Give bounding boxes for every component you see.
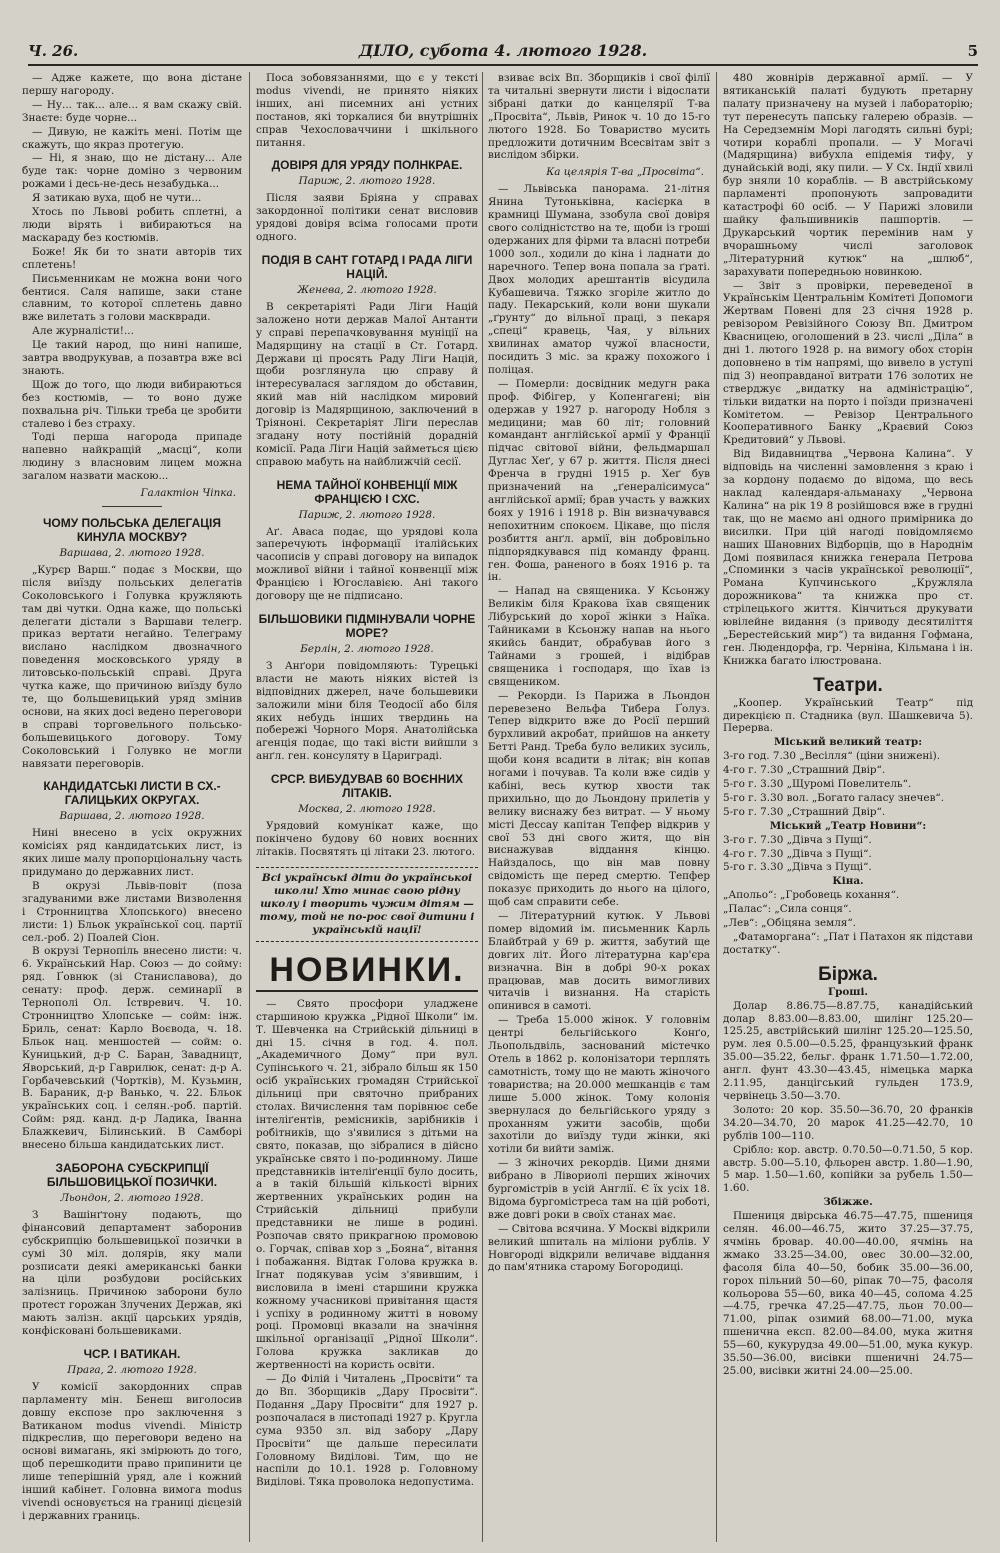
article-body: З Анґори повідомляють: Турецькі власти не мають ніяких вістей із відповідних джерел, наче большевики заложили міни біля Теодосії або біля яких небудь інших твердинь на побережі Чорного Моря. Анатолійська агенція подає, що такі вісти вийшли з анґл. ген. консуляту в Цариграді.: [256, 659, 478, 763]
dateline: Варшава, 2. лютого 1928.: [59, 810, 205, 823]
paragraph: Письменникам не можна вони чого бентися. Саля напише, заки стане славним, то которої сплетень давно вже вилетать з голови масквради.: [22, 272, 242, 324]
article-body: „Курєр Варш.“ подає з Москви, що після виїзду польських делегатів Соколовського і Голувка кружляють там дві чутки. Одна каже, що польські делегати дістали з Варшави телегр. приказ вертати негайно. Телеграму вислано наслідком двозначного поведення московського уряду в литовсько-польській справі. Друга чутка каже, що причиною виїзду було те, що большевицький уряд змінив основи, на яких досі ведено переговори в справі торговельного польсько-большевицького договору. Тому Соколовський і Голувко не могли навязати переговорів.: [22, 563, 242, 770]
paragraph: — Дивую, не кажіть мені. Потім ще скажуть, що якраз протегую.: [22, 125, 242, 151]
column-3: [488, 72, 710, 1542]
article-body: Аґ. Аваса подає, що урядові кола заперечують інформації італійських часописів у справі договору на випадок можливої війни і тайної конвенції між Францією і Югославією. Ані такого договору ще не підписано.: [256, 525, 478, 603]
page-header: [28, 38, 978, 66]
dateline: Льондон, 2. лютого 1928.: [60, 1191, 204, 1204]
cinema-line: „Лев“: „Обіцяна земля“.: [723, 917, 856, 930]
article-body: Нині внесено в усіх окружних комісіях ряд кандидатських лист, із яких лише малу пропорціональну часть придумано до державних лист.: [22, 827, 242, 879]
column-1: [22, 72, 242, 1542]
cinema-line: „Палас“: „Сила сонця“.: [723, 903, 852, 916]
column-4: [723, 72, 973, 1542]
news-item: — Рекорди. Із Парижа в Льондон перевезено Вельфа Тибера Ґолуз. Тепер відкрито вже до Росії перший бурхливий акробат, прийшов на анкету Бетті Ранд. Треба було великих зусиль, щоби коня всадити в літак; він копав ногами і почував. Та коли вже сидів у кабіні, весь кутюр хвости так прихильно, що до Льондону прилетів у велику виснажу без витрат. — У ньому місті Дессау капітан Тепфер відкрив у свої 53 дні свого житя, що він виснажував віддання кінцю. Найздалось, що він мав повну свідомість ще перед смертю. Тепфер показує приходить до нього на цілого, щоб сам справити себе.: [488, 689, 710, 909]
column-rule: [716, 72, 717, 1542]
schedule-line: 4-го г. 7.30 „Дівча з Пущі“.: [723, 847, 872, 860]
section-title-teatry: Театри.: [813, 674, 883, 696]
news-item: — Свято просфори уладжене старшиною кружка „Рідної Школи“ ім. Т. Шевченка на Стрийській дільниці в дні 15. січня в год. 4. пол. „Академичного Дому“ при вул. Супінського ч. 21, зібрало більш як 150 осіб українських громадян Стрийської дільниці при святочно прибраних столах. Вичислення там порівнює себе інтеліґентів, ремісників, зарібників і робітників, що з'явилися з дітьми на свято, показав, що зібралися в дійсно українське свято і по-родинному. Лише представників інтеліґенції було досить, а в такій більшій кількості вірних жертвенних українських родин на Стрийській дільниці прибули представники не лише в родині. Розпочав свято прикрагною промовою о. Горчак, співав хор з „Бояна“, вітання і побажання. Відтак Голова кружка в. Ігнат подякував усім з'явившим, і висловила в імені старшини кружка кожному учасникові привітання щастя і успіху в родинному житті в новому році. Промовці вказали на значіння шкільної організації „Рідної Школи“. Голова кружка закликав до жертвенності на користь освіти.: [256, 997, 478, 1372]
paragraph: Я затикаю вуха, щоб не чути...: [32, 192, 202, 205]
dateline: Париж, 2. лютого 1928.: [298, 175, 436, 188]
headline: ДОВІРЯ ДЛЯ УРЯДУ ПОЛНКРАЕ.: [271, 158, 463, 173]
section-title-novynky: НОВИНКИ.: [256, 950, 478, 992]
feuilleton-dialog: [22, 72, 242, 500]
news-item: — Львівська панорама. 21-літня Янина Тутоньківна, касієрка в крамниці Шумана, ззобула свої довіря свого солідністство на те, щоби із гроші одержаних для фірми та власні потреби 1000 зол., ходили до кіна і ладнати до наречного. Тепер вона попала за ґраті. Двох молодих арештантів вісудила Кубашевича. Тяжко згоріле житло до паду. Пекарський, коли вони шукали „ґрунту“ до вільної праці, з пекаря „спеці“ кравець, Чая, у вільних хвилинах аматор чужої власности, посидить 3 міс. за кражу похожого і поліцая.: [488, 183, 710, 376]
schedule-line: 4-го г. 7.30 „Страшний Двір“.: [723, 764, 886, 777]
dateline: Берлін, 2. лютого 1928.: [300, 643, 434, 655]
article-body: В окрузі Тернопіль внесено листи: ч. 6. Український Нар. Союз — до сойму: ряд. Ґовнюк (зі Станиславова), до сенату: проф. держ. семинарії в Тернополі Ол. Іствревич. Ч. 10. Стронництво Хлопське — сойм: інж. Бриль, сенат: Карло Воєвода, ч. 18. Бльок нац. меншостей — сойм: о. Куницький, д-р С. Баран, Завадницт, Яворський, д-р Гаврилюк, сенат: д-р А. Горбачевський (Чортків), М. Кузьмин, В. Бараник, д-р Ванько, ч. 22. Бльок українських соц. і селян.-роб. партій. Сойм: ряд. канд. д-р Ладика, Іванна Блажкевич, Білинський. В Самборі внесено більша кандидатських лист.: [22, 945, 242, 1152]
dateline: Женева, 2. лютого 1928.: [297, 283, 437, 296]
headline: ЧОМУ ПОЛЬСЬКА ДЕЛЕГАЦІЯ КИНУЛА МОСКВУ?: [43, 516, 221, 544]
dateline: Прага, 2. лютого 1928.: [67, 1363, 197, 1376]
article-body: В секретаріяті Ради Ліги Націй заложено ноти держав Малої Антанти у справі перепачковування муніції на Мадярщину на стації в Ст. Готард. Держави ці просять Раду Ліги Націй, щоби розглянула цю справу й інтересувалася заглядом до обставин, який мав ній наслідком мировий договір із Мадярщиною, заключений в Тріяноні. Секретаріят Ліги переслав згадану ноту постійній дорадній комісії. Рада Ліги Націй займеться цією справою мабуть на найближчій сесії.: [256, 300, 478, 468]
schedule-line: 3-го г. 7.30 „Дівча з Пущі“.: [723, 833, 872, 846]
schedule-line: 5-го г. 3.30 „Щуромі Повелитель“.: [723, 778, 912, 791]
headline: СРСР. ВИБУДУВАВ 60 ВОЄННИХ ЛІТАКІВ.: [270, 772, 464, 801]
paragraph: Хтось по Львові робить сплетні, а люди вірять і вибираються на маскараду без костюмів.: [22, 206, 242, 244]
news-item: — Треба 15.000 жінок. У головнім центрі бельгійського Конґо, Льопольдвіль, заснований містечко Отель в 1862 р. колонізатори терплять самотність, тому що не мають жіночого товариства; на 20.000 мешканців є там лише 5.000 жінок. Тому колонія звернулася до бельгійського уряду з проханням ужити засобів, щоби захотіли до виїзду туди жінки, які хотіли би вийти заміж.: [488, 1014, 710, 1156]
news-item: — Світова всячина. У Москві відкрили великий шпиталь на міліони рублів. У Новгороді відкрили величаве віддання до пам'ятника старому Богородиці.: [488, 1222, 710, 1274]
article-body: У комісії закордонних справ парламенту мін. Бенеш виголосив довшу експозе про заключення з Ватиканом modus vivendi. Міністр підкреслив, що переговори ведено на основі вимагань, які змірюють до того, щоб перешкодити право припинити це лише теперішній уряд, але і кожний інший кабінет. Головна вимога modus vivendi основується на границі дієцезій і державних границь.: [22, 1380, 242, 1522]
headline: НЕМА ТАЙНОЇ КОНВЕНЦІЇ МІЖ ФРАНЦІЄЮ І СХС.: [276, 477, 458, 506]
news-item: — Померли: досвідник медугн рака проф. Фібігер, у Копенгагені; він одержав у 1927 р. нагороду Нобля з медицини; мав 60 літ; головний командант англійської армії у Франції підчас світової війни, фельдмаршал Дуглас Хеґ, у 67 р. життя. Після днесі Френча в грудні 1915 р. Хеґ був призначений на „ґенералісимуса“ англійської армії; брав участь у важких боях у 1916 і 1918 р. Він визначувався непохитним спокоєм. Цікаве, що після розбиття анґл. армії, він добровільно підпорядкувався під команду франц. ген. Фоша, раненого в боях 1916 р. та ін.: [488, 377, 710, 584]
venue-heading: Міський „Театр Новини“:: [769, 819, 927, 832]
news-item: — До Філій і Читалень „Просвіти“ та до Вп. Зборщиків „Дару Просвіти“. Подання „Дару Просвіти“ для 1927 р. розпочалася в листопаді 1927 р. Кругла сума 9350 зл. від забору „Дару Просвіти“ ще дальше пересилати Головному Виділові. Тим, що не наспіли до 10.1. 1928 р. Головному Виділові. Тяка проволока недопустима.: [256, 1373, 478, 1489]
paragraph: Тоді перша нагорода припаде напевно найкращій „масці“, коли людину з власновим лицем можна загалом назвати маскою...: [22, 431, 242, 483]
news-item: — Звіт з провірки, переведеної в Українськім Центральнім Комітеті Допомоги Жертвам Повені для 23 січня 1928 р. ревізором Ревізійного Союзу Вп. Дмитром Квасницею, оголошений в 23. числі „Діла“ в дні 1. лютого 1928 р. на вимогу обох сторін доповнено в тім напрямі, що вивело в уступі під 3) неоправданої витрати 176 золотих не стверджує „видатку на адміністрацію“, тільки видатки на порто і поїзди призначені Комітетом. — Ревізор Центрального Кооперативного Банку „Краєвий Союз Кредитовий“ у Львові.: [723, 279, 973, 447]
schedule-line: 5-го г. 3.30 вол. „Богато галасу знечев“.: [723, 791, 945, 804]
headline: ПОДІЯ В САНТ ГОТАРД І РАДА ЛІГИ НАЦІЙ.: [261, 252, 473, 281]
column-2: [256, 72, 478, 1542]
schedule-line: 5-го г. 7.30 „Страшний Двір“.: [723, 805, 886, 818]
subsection-heading: Гроші.: [827, 985, 869, 998]
news-item: 480 жовнірів державної армії. — У вятиканській палаті будують претарну палату призначену на музей і лабораторію; тут перенесуть папську галерею образів. — На Середземнім Морі лагодять сильні бурі; чотири кораблі пропали. — У Могачі (Мадярщина) вибухла епідемія тифу, у дунайській воді, яку пили. — У Сх. Індії хвилі бур зняли 10 кораблів. — В австрійському парламенті пропонують запровадити катастрофі 60 осіб. — У Парижі зловили шайку фальшивників пашпортів. — Друкарський чортик перемінив нам у вчорашньому числі заголовок „Літературний кутюк“ на „шлюб“, зарахувати попередньою новинкою.: [723, 72, 973, 278]
article-body: В окрузі Львів-повіт (поза згадуваними вже листами Визволення і Стронництва Хлопського) внесено листи: 1) Бльок української соц. партії сел.-роб. 2) Поалей Сіон.: [22, 879, 242, 944]
paragraph: Щож до того, що люди вибираються без костюмів, — то воно дуже похвальна річ. Тільки треба це зробити сталево і без страху.: [22, 378, 242, 430]
paragraph: — Ні, я знаю, що не дістану... Але буде так: чорне доміно з червоним рожами і десь-не-десь незабудька...: [22, 152, 242, 191]
separator: [102, 506, 162, 507]
news-item: взиває всіх Вп. Зборщиків і свої філії та читальні звернути листи і відослати зібрані датки до канцелярії Т-ва „Просвіта“, Львів, Ринок ч. 10 до 15-го лютого 1928. Бо Товариство мусить предложити дотичним Всесвітам звіт з вислідом збірки.: [488, 72, 710, 162]
headline: БІЛЬШОВИКИ ПІДМІНУВАЛИ ЧОРНЕ МОРЕ?: [258, 612, 476, 640]
appeal-box: Всі українські діти до українськоі школи! Хто минає свою рідну школу і творить чужим дітям — тому, той не по-рос свої дитини і українській нації!: [256, 867, 478, 942]
news-item: — Літературний кутюк. У Львові помер відомий ім. письменник Карль Блайбтрай у 69 р. життя, забутий ще довгих літ. Його літературна кар'єра визначна. Він в добрі 90-х роках працював, мав досить вимогливих читачів і визнання. На старість опинився в самоті.: [488, 910, 710, 1013]
column-rule: [482, 72, 483, 1542]
masthead-date: ДІЛО, субота 4. лютого 1928.: [358, 41, 648, 60]
column-rule: [249, 72, 250, 1542]
dateline: Париж, 2. лютого 1928.: [298, 508, 436, 521]
subsection-heading: Збіжже.: [823, 1196, 873, 1209]
grain-prices: Пшениця двірська 46.75—47.75, пшениця селян. 46.00—46.75, жито 37.25—37.75, ячмінь бровар. 40.00—40.00, ячмінь на жмако 33.25—34.00, овес 30.00—32.00, фасоля біла 40—50, бобик 35.00—36.00, горох пільний 50—60, ріпак 70—75, фасоля кольорова 55—60, вика 40—45, солома 4.25—4.75, гречка 47.25—47.75, льон 70.00—71.00, ріпак озимий 68.00—71.00, мука пшенична експ. 82.00—84.00, мука житня 55—60, кукурудза 49.00—51.00, мука кукур. 35.50—36.00, висівки пшеничні 24.75—25.00, висівки житні 24.00—25.00.: [723, 1210, 973, 1377]
article-body: Поса зобовязаннями, що є у тексті modus vivendi, не принято ніяких інших, ані писемних ані устних постанов, які торкалися би внутрішніх справ Чехословаччини і шкільного питання.: [256, 72, 478, 149]
news-item: — Напад на священика. У Ксьонжу Великім біля Кракова їхав священик Лібурський до хорої жінки з Наїка. Тайниками в Ксьонжу напав на нього якийсь бандит, обрабував його з Тайнами з грошей, і відібрав священика і господаря, що їхав із священиком.: [488, 585, 710, 688]
news-item: Від Видавництва „Червона Калина“. У відповідь на численні замовлення з краю і за кордону подаємо до відома, що весь наклад календаря-альманаху „Червона Калина“ на рік 19 8 розійшовся вже в грудні так, що не маємо ані одного примірника до висилки. При цій нагоді повідомляємо наших Шановних Відборців, що в Народнім Домі появилася книжка генерала Петрова „Споминки з часів української революції“, Романа Купчинського „Кружляла дорожникова“ та книжка про ст. стрілецького життя. Кінчиться друкувати ювілейне видання (з приводу десятиліття „Берестейський мир“) та видання Гофмана, ген. Людендорфа, гр. Черніна, Кільмана і ін. Книжка багато ілюстрована.: [723, 448, 973, 667]
cinema-heading: Кіна.: [832, 875, 864, 888]
dateline: Варшава, 2. лютого 1928.: [59, 547, 205, 559]
cinema-line: „Фатаморгана“: „Пат і Патахон як підстави достатку“.: [723, 931, 973, 956]
schedule-line: 5-го г. 3.30 „Дівча з Пущі“.: [723, 861, 872, 874]
headline: ЗАБОРОНА СУБСКРИПЦІЇ БІЛЬШОВИЦЬКОЇ ПОЗИЧКИ.: [46, 1160, 218, 1189]
paragraph: — Ну... так... але... я вам скажу свій. Знаєте: буде чорне...: [22, 98, 242, 124]
headline: КАНДИДАТСЬКІ ЛИСТИ В СХ.-ГАЛИЦЬКИХ ОКРУГАХ.: [43, 779, 221, 808]
paragraph: Боже! Як би то знати авторів тих сплетень!: [22, 245, 242, 271]
notice-signature: Ка целярія Т-ва „Просвіта“.: [546, 166, 704, 179]
venue-heading: Міський великий театр:: [773, 736, 923, 749]
paragraph: Але журналісти!...: [32, 325, 134, 338]
schedule-line: 3-го год. 7.30 „Весілля“ (ціни знижені).: [723, 750, 940, 763]
theatre-intro: „Коопер. Український Театр“ під дирекцією п. Стадника (вул. Шашкевича 5). Перерва.: [723, 696, 973, 735]
headline: ЧСР. І ВАТИКАН.: [83, 1346, 181, 1361]
article-body: Урядовий комунікат каже, що покінчено будову 60 нових воєнних літаків. Посвятять ці літаки 23. лютого.: [256, 820, 478, 858]
page-number: 5: [967, 42, 978, 60]
paragraph: Це такий народ, що нині напише, завтра вводрукував, а позавтра вже всі знають.: [22, 339, 242, 377]
cinema-line: „Апольо“: „Гробовець кохання“.: [723, 889, 900, 902]
exchange-rates: Золото: 20 кор. 35.50—36.70, 20 франків 34.20—34.70, 20 марок 41.25—42.70, 10 рублів 100—110.: [723, 1103, 973, 1142]
author-signature: Галактіон Чіпка.: [140, 487, 236, 500]
article-body: З Вашінґтону подають, що фінансовий департамент заборонив субскрипцію большевицької позички в сумі 30 міл. долярів, яку мали розписати деякі американські банки на ціли розбудови російських залізниць. Причиною заборони було протест горожан Злучених Держав, які мають залізн. акції царських урядів, конфісковані большевиками.: [22, 1208, 242, 1338]
exchange-rates: Долар 8.86.75—8.87.75, канадійський долар 8.83.00—8.83.00, шилінг 125.20—125.25, австрійський шилінг 125.20—125.50, рум. лея 0.5.00—0.5.25, французький франк 35.00—35.22, бельг. франк 1.71.50—1.72.00, англ. фунт 43.30—43.45, німецька марка 2.11.95, данцігський гульден 173.9, червінець 3.50—3.70.: [723, 999, 973, 1102]
section-title-birzha: Біржа.: [818, 963, 878, 985]
dateline: Москва, 2. лютого 1928.: [298, 803, 436, 816]
article-body: Після заяви Бріяна у справах закордонної політики сенат висловив урядові довіря всіма голосами проти одного.: [256, 192, 478, 244]
paragraph: — Адже кажете, що вона дістане першу нагороду.: [22, 72, 242, 97]
news-item: — З жіночих рекордів. Цими днями вибрано в Лівориолі перших жіночих бургомістрів в усій Англії. Є їх усіх 18. Відома бургомістреса там на цій роботі, вже довгі роки в своїх станах має.: [488, 1157, 710, 1221]
exchange-rates: Срібло: кор. австр. 0.70.50—0.71.50, 5 кор. австр. 5.00—5.10, фльорен австр. 1.80—1.90, 5 мар. 1.50—1.60, копійки за рубель 1.50—1.60.: [723, 1143, 973, 1195]
issue-number: Ч. 26.: [28, 42, 79, 60]
